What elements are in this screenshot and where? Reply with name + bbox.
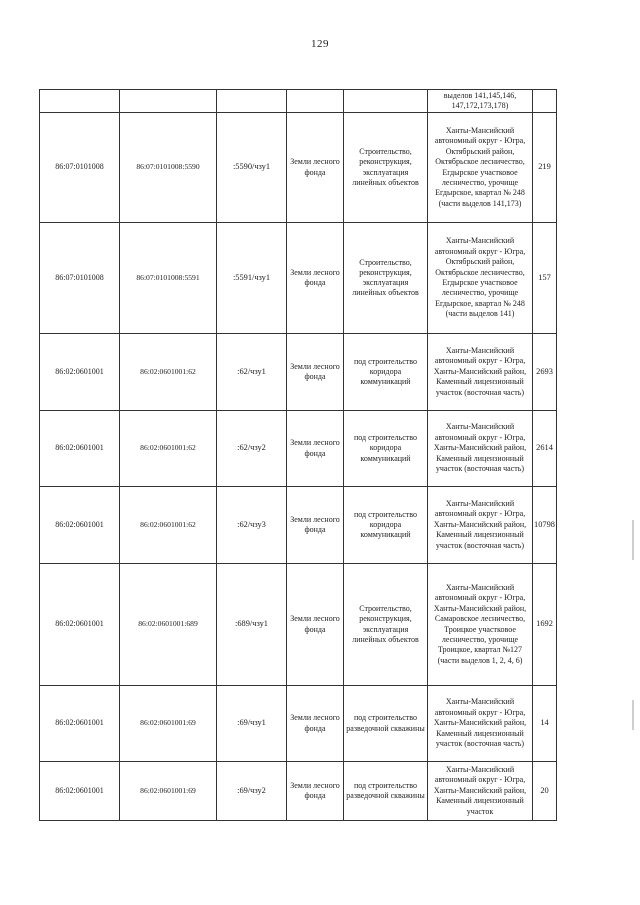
area-cell: 1692	[533, 564, 557, 686]
cadastral-quarter-cell: 86:07:0101008	[40, 223, 120, 334]
area-cell: 219	[533, 113, 557, 223]
land-category-cell: Земли лесного фонда	[287, 334, 344, 411]
scan-artifact	[632, 520, 634, 560]
table-row	[40, 564, 557, 686]
part-number-cell: :5590/чзу1	[217, 113, 287, 223]
permitted-use-cell: под строительство коридора коммуникаций	[344, 487, 428, 564]
part-number-cell: :62/чзу2	[217, 411, 287, 487]
table-row	[40, 223, 557, 334]
permitted-use-cell: под строительство коридора коммуникаций	[344, 334, 428, 411]
scan-artifact	[632, 700, 634, 730]
permitted-use-cell: Строительство, реконструкция, эксплуатация линейных объектов	[344, 223, 428, 334]
land-category-cell: Земли лесного фонда	[287, 487, 344, 564]
location-cell: Ханты-Мансийский автономный округ - Югра, Ханты-Мансийский район, Каменный лицензионный участок	[428, 762, 533, 821]
cadastral-quarter-cell: 86:02:0601001	[40, 334, 120, 411]
parcel-number-cell	[120, 90, 217, 113]
permitted-use-cell: под строительство разведочной скважины	[344, 762, 428, 821]
table-row	[40, 686, 557, 762]
parcel-number-cell: 86:02:0601001:62	[120, 334, 217, 411]
parcel-number-cell: 86:02:0601001:62	[120, 487, 217, 564]
page-number: 129	[311, 38, 329, 50]
location-cell: Ханты-Мансийский автономный округ - Югра, Октябрьский район, Октябрьское лесничество, Егдырское участковое лесничество, урочище Егдырское, квартал № 248 (части выделов 141,173)	[428, 113, 533, 223]
table-body	[40, 90, 557, 821]
land-parcels-table	[39, 89, 557, 821]
part-number-cell: :69/чзу1	[217, 686, 287, 762]
location-cell: Ханты-Мансийский автономный округ - Югра, Октябрьский район, Октябрьское лесничество, Егдырское участковое лесничество, урочище Егдырское, квартал № 248 (части выделов 141)	[428, 223, 533, 334]
location-cell: Ханты-Мансийский автономный округ - Югра, Ханты-Мансийский район, Каменный лицензионный участок (восточная часть)	[428, 334, 533, 411]
area-cell: 2693	[533, 334, 557, 411]
part-number-cell: :62/чзу1	[217, 334, 287, 411]
permitted-use-cell: Строительство, реконструкция, эксплуатация линейных объектов	[344, 564, 428, 686]
land-category-cell: Земли лесного фонда	[287, 411, 344, 487]
land-category-cell: Земли лесного фонда	[287, 762, 344, 821]
area-cell: 20	[533, 762, 557, 821]
location-cell: выделов 141,145,146, 147,172,173,178)	[428, 90, 533, 113]
location-cell: Ханты-Мансийский автономный округ - Югра, Ханты-Мансийский район, Самаровское лесничество, Троицкое участковое лесничество, урочище Троицкое, квартал №127 (части выделов 1, 2, 4, 6)	[428, 564, 533, 686]
parcel-number-cell: 86:02:0601001:62	[120, 411, 217, 487]
table-row	[40, 113, 557, 223]
cadastral-quarter-cell: 86:02:0601001	[40, 564, 120, 686]
parcel-number-cell: 86:07:0101008:5590	[120, 113, 217, 223]
table-row	[40, 487, 557, 564]
parcel-number-cell: 86:02:0601001:69	[120, 762, 217, 821]
part-number-cell: :689/чзу1	[217, 564, 287, 686]
area-cell: 2614	[533, 411, 557, 487]
land-category-cell: Земли лесного фонда	[287, 686, 344, 762]
land-category-cell: Земли лесного фонда	[287, 223, 344, 334]
cadastral-quarter-cell: 86:02:0601001	[40, 686, 120, 762]
permitted-use-cell: под строительство разведочной скважины	[344, 686, 428, 762]
cadastral-quarter-cell	[40, 90, 120, 113]
table-row	[40, 334, 557, 411]
cadastral-quarter-cell: 86:02:0601001	[40, 762, 120, 821]
parcel-number-cell: 86:02:0601001:689	[120, 564, 217, 686]
location-cell: Ханты-Мансийский автономный округ - Югра, Ханты-Мансийский район, Каменный лицензионный участок (восточная часть)	[428, 686, 533, 762]
area-cell: 157	[533, 223, 557, 334]
table-row	[40, 762, 557, 821]
land-category-cell: Земли лесного фонда	[287, 113, 344, 223]
table-row	[40, 90, 557, 113]
parcel-number-cell: 86:07:0101008:5591	[120, 223, 217, 334]
permitted-use-cell: Строительство, реконструкция, эксплуатация линейных объектов	[344, 113, 428, 223]
area-cell: 14	[533, 686, 557, 762]
area-cell	[533, 90, 557, 113]
location-cell: Ханты-Мансийский автономный округ - Югра, Ханты-Мансийский район, Каменный лицензионный участок (восточная часть)	[428, 411, 533, 487]
part-number-cell: :62/чзу3	[217, 487, 287, 564]
land-category-cell: Земли лесного фонда	[287, 564, 344, 686]
part-number-cell: :5591/чзу1	[217, 223, 287, 334]
area-cell: 10798	[533, 487, 557, 564]
cadastral-quarter-cell: 86:02:0601001	[40, 487, 120, 564]
part-number-cell	[217, 90, 287, 113]
permitted-use-cell	[344, 90, 428, 113]
permitted-use-cell: под строительство коридора коммуникаций	[344, 411, 428, 487]
location-cell: Ханты-Мансийский автономный округ - Югра, Ханты-Мансийский район, Каменный лицензионный участок (восточная часть)	[428, 487, 533, 564]
cadastral-quarter-cell: 86:07:0101008	[40, 113, 120, 223]
table-row	[40, 411, 557, 487]
cadastral-quarter-cell: 86:02:0601001	[40, 411, 120, 487]
parcel-number-cell: 86:02:0601001:69	[120, 686, 217, 762]
land-category-cell	[287, 90, 344, 113]
part-number-cell: :69/чзу2	[217, 762, 287, 821]
